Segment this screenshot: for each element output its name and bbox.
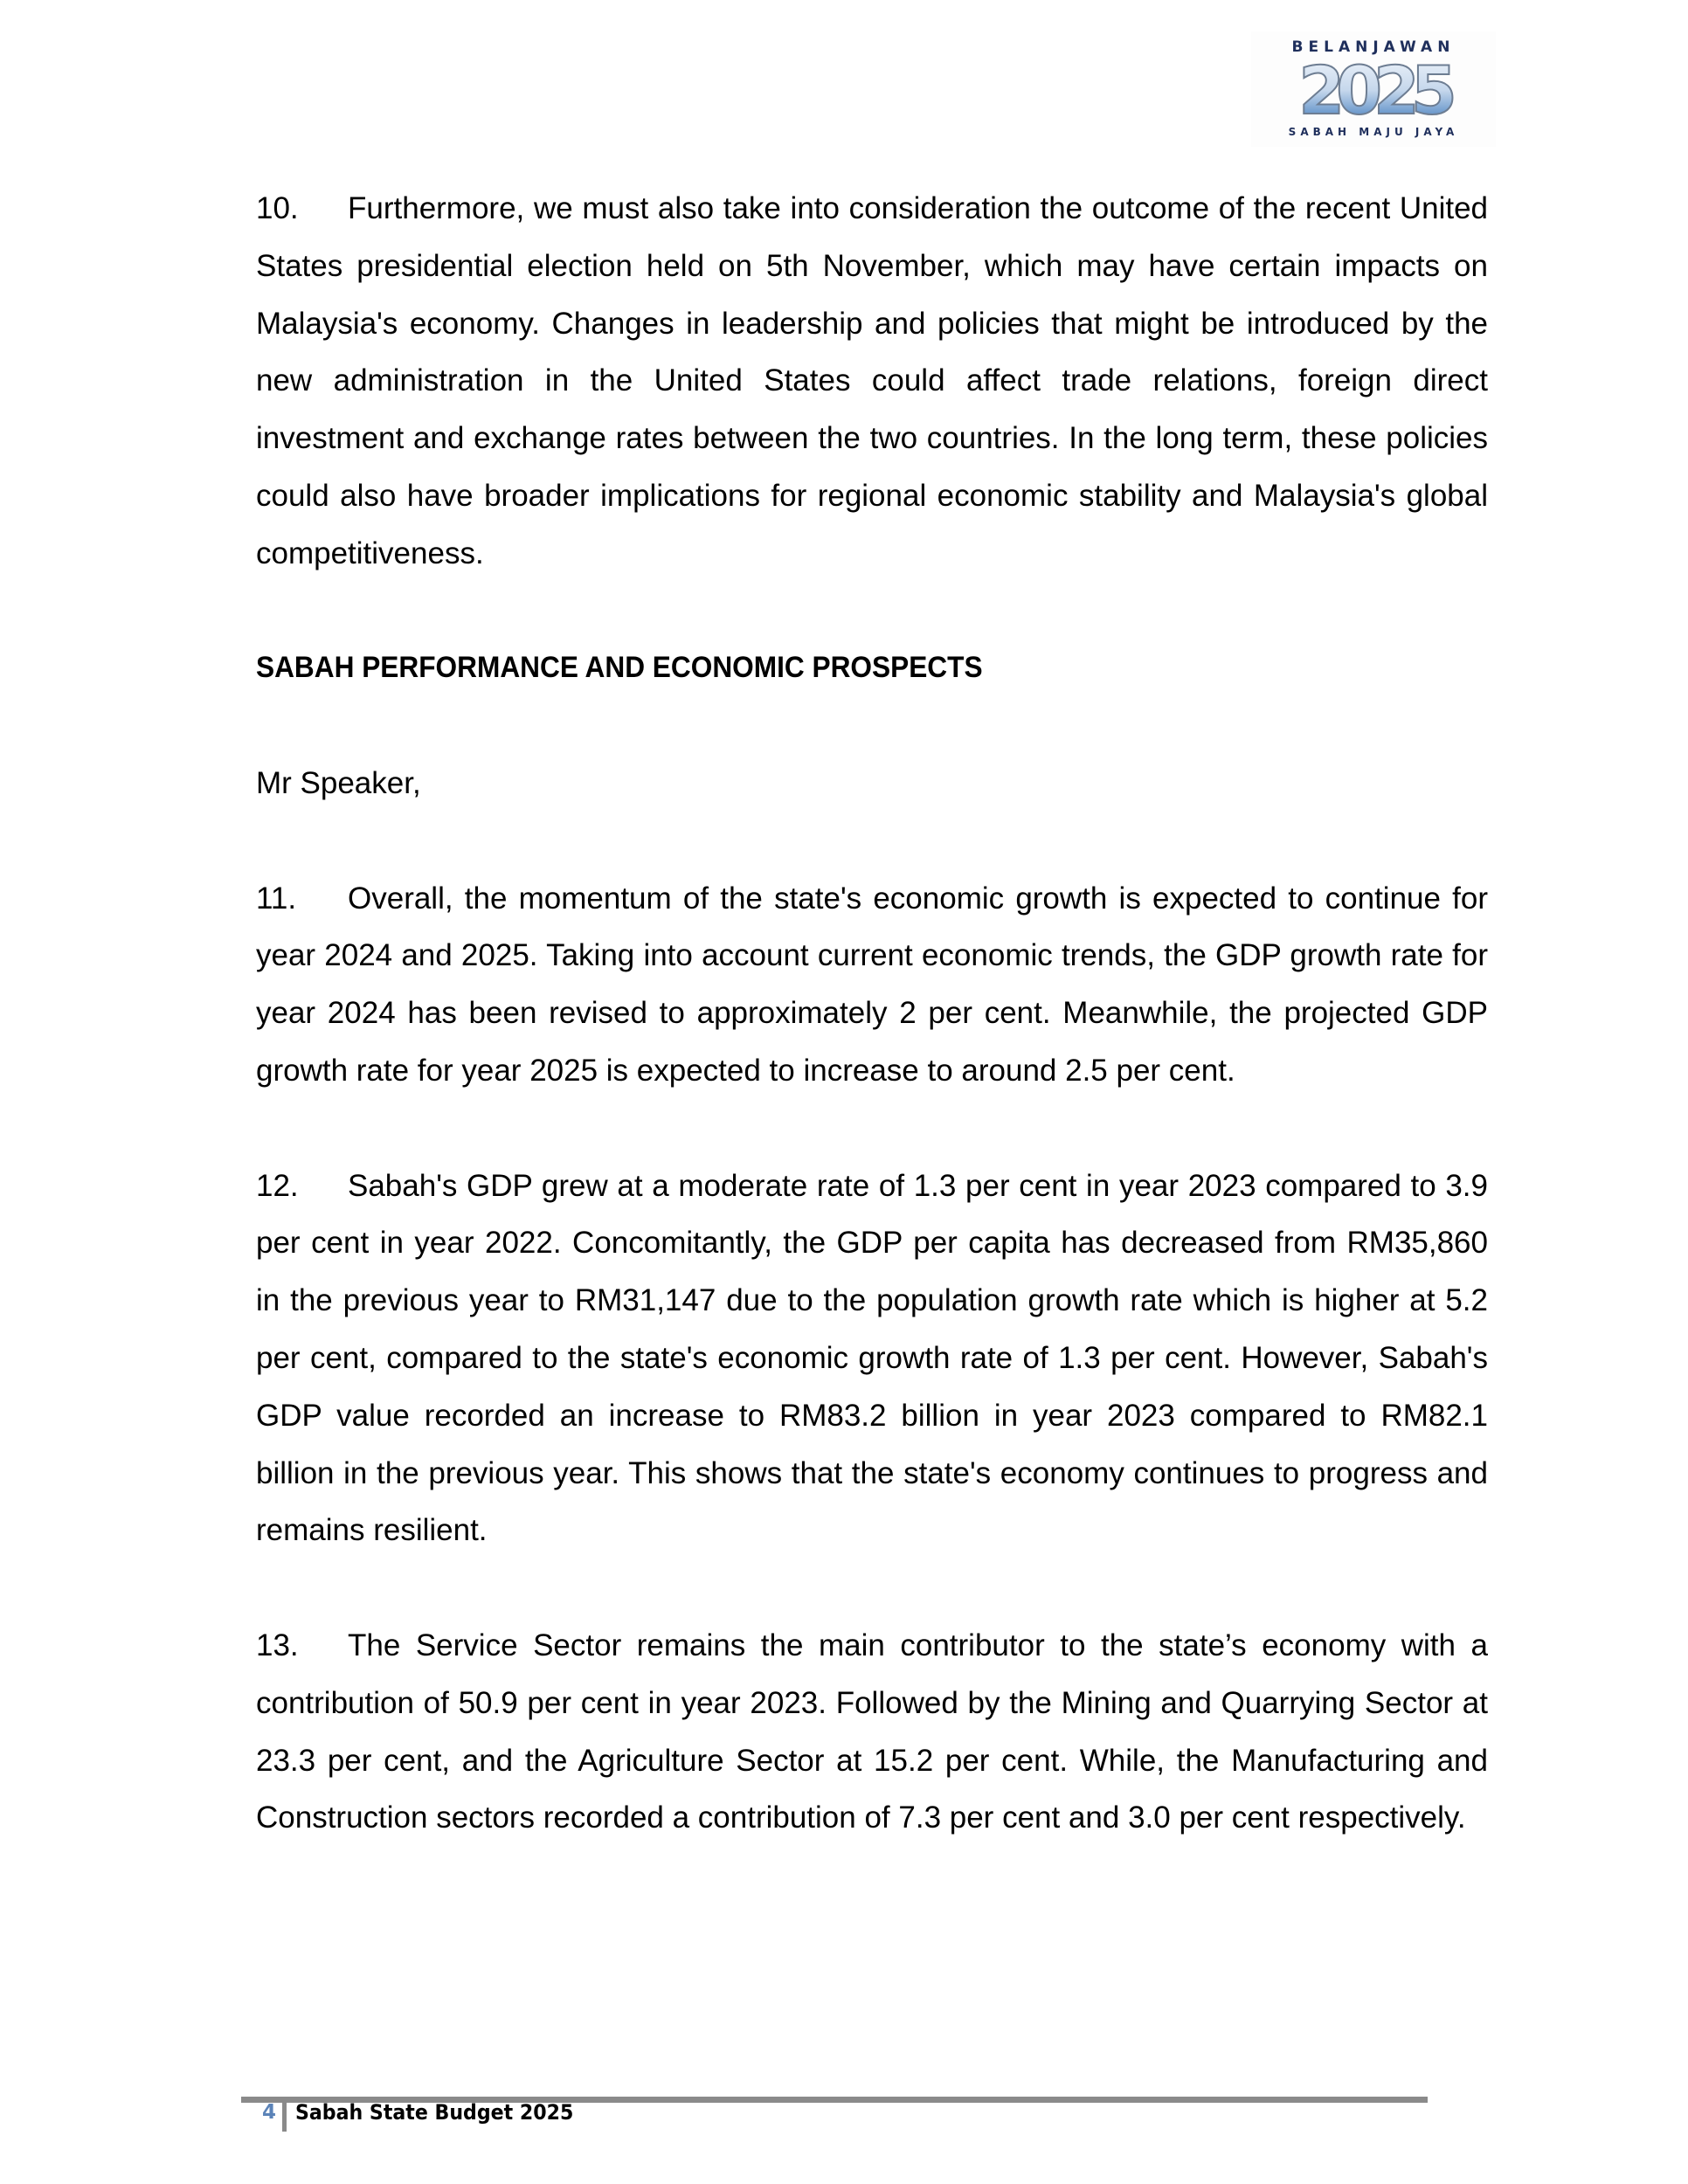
section-heading: SABAH PERFORMANCE AND ECONOMIC PROSPECTS xyxy=(256,651,983,685)
paragraph-text: The Service Sector remains the main contributor to the state’s economy with a contribution of 50.9 per cent in year 2023. Followed by the Mining and Quarrying Sector at 23.3 per cent, and the Agriculture Sector at 15.2 per cent. While, the Manufacturing and Construction sectors recorded a contribution of 7.3 per cent and 3.0 per cent respectively. xyxy=(256,1628,1488,1835)
footer-title: Sabah State Budget 2025 xyxy=(295,2100,574,2125)
paragraph-11 xyxy=(256,870,1488,1100)
paragraph-number: 10. xyxy=(256,191,299,225)
logo-top-text: BELANJAWAN xyxy=(1291,38,1456,56)
document-body xyxy=(256,180,1488,1904)
belanjawan-2025-logo xyxy=(1251,31,1496,147)
paragraph-number: 13. xyxy=(256,1628,299,1662)
footer-divider xyxy=(282,2097,287,2132)
logo-year-graphic xyxy=(1251,58,1496,121)
logo-bottom-text: SABAH MAJU JAYA xyxy=(1288,126,1459,138)
paragraph-text: Furthermore, we must also take into consideration the outcome of the recent United States presidential election held on 5th November, which may have certain impacts on Malaysia's economy. Changes in leadership and policies that might be introduced by the new administration in the United States could affect trade relations, foreign direct investment and exchange rates between the two countries. In the long term, these policies could also have broader implications for regional economic stability and Malaysia's global competitiveness. xyxy=(256,191,1488,570)
logo-year-icon xyxy=(1251,58,1496,121)
paragraph-number: 11. xyxy=(256,881,297,916)
paragraph-10 xyxy=(256,180,1488,583)
paragraph-13 xyxy=(256,1617,1488,1847)
paragraph-12 xyxy=(256,1158,1488,1560)
salutation: Mr Speaker, xyxy=(256,765,421,800)
paragraph-number: 12. xyxy=(256,1168,299,1203)
paragraph-text: Sabah's GDP grew at a moderate rate of 1.3 per cent in year 2023 compared to 3.9 per cent in year 2022. Concomitantly, the GDP per capita has decreased from RM35,860 in the previous year to RM31,147 due to the population growth rate which is higher at 5.2 per cent, compared to the state's economic growth rate of 1.3 per cent. However, Sabah's GDP value recorded an increase to RM83.2 billion in year 2023 compared to RM82.1 billion in the previous year. This shows that the state's economy continues to progress and remains resilient. xyxy=(256,1168,1488,1548)
page-number: 4 xyxy=(262,2101,277,2124)
svg-text:2025: 2025 xyxy=(1298,58,1449,121)
paragraph-text: Overall, the momentum of the state's economic growth is expected to continue for year 2024 and 2025. Taking into account current economic trends, the GDP growth rate for year 2024 has been revised to approximately 2 per cent. Meanwhile, the projected GDP growth rate for year 2025 is expected to increase to around 2.5 per cent. xyxy=(256,881,1488,1088)
